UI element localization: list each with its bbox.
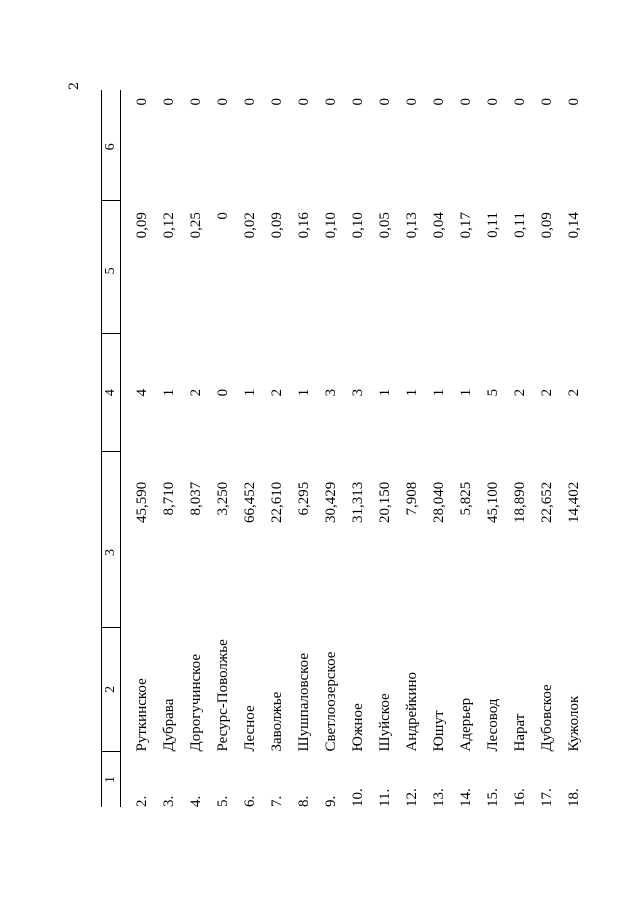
row-number: 13.: [431, 788, 447, 807]
row-number: 14.: [458, 788, 474, 807]
row-value-4: 3: [323, 388, 339, 397]
table-row: [453, 90, 480, 807]
row-name: Светлоозерское: [323, 651, 339, 752]
row-name: Ресурс-Поволжье: [215, 639, 231, 752]
row-value-5: 0,14: [566, 212, 582, 239]
row-value-6: 0: [377, 98, 393, 106]
row-value-5: 0,25: [188, 212, 204, 239]
row-name: Лесовод: [485, 698, 501, 752]
table-row: [372, 90, 399, 807]
row-value-4: 1: [404, 388, 420, 397]
row-value-5: 0,13: [404, 212, 420, 239]
col-header-3: 3: [102, 452, 121, 628]
row-value-4: 1: [242, 388, 258, 397]
row-value-3: 45,590: [134, 481, 150, 523]
row-name: Нарат: [512, 713, 528, 752]
row-value-3: 3,250: [215, 481, 231, 516]
row-name: Дубовское: [539, 684, 555, 752]
row-value-6: 0: [404, 98, 420, 106]
row-value-3: 6,295: [296, 481, 312, 516]
row-name: Шуйское: [377, 693, 393, 752]
row-value-4: 2: [188, 388, 204, 397]
row-value-6: 0: [161, 98, 177, 106]
table-row: [534, 90, 561, 807]
row-number: 15.: [485, 788, 501, 807]
row-value-5: 0: [215, 212, 231, 220]
row-name: Шушпаловское: [296, 653, 312, 752]
row-name: Руткинское: [134, 678, 150, 752]
row-value-6: 0: [188, 98, 204, 106]
col-header-5: 5: [102, 200, 121, 333]
table-row: [237, 90, 264, 807]
row-value-5: 0,04: [431, 212, 447, 239]
row-value-3: 14,402: [566, 481, 582, 523]
row-value-5: 0,09: [269, 212, 285, 239]
row-value-3: 8,710: [161, 481, 177, 516]
row-value-3: 28,040: [431, 481, 447, 523]
row-value-5: 0,02: [242, 212, 258, 239]
table-row: [507, 90, 534, 807]
row-value-6: 0: [458, 98, 474, 106]
row-value-5: 0,10: [323, 212, 339, 239]
row-value-6: 0: [512, 98, 528, 106]
row-value-4: 2: [566, 388, 582, 397]
table-row: [121, 90, 157, 807]
row-value-5: 0,09: [539, 212, 555, 239]
col-header-4: 4: [102, 334, 121, 452]
table-row: [264, 90, 291, 807]
row-value-5: 0,11: [485, 212, 501, 238]
row-value-4: 0: [215, 388, 231, 397]
row-number: 4.: [188, 795, 204, 807]
table-row: [210, 90, 237, 807]
row-number: 11.: [377, 788, 393, 807]
row-value-6: 0: [296, 98, 312, 106]
row-value-3: 22,610: [269, 481, 285, 523]
page-number: 2: [67, 81, 82, 91]
row-number: 3.: [161, 795, 177, 807]
table-row: [399, 90, 426, 807]
row-value-4: 1: [377, 388, 393, 397]
row-value-4: 3: [350, 388, 366, 397]
table-row: [480, 90, 507, 807]
table-row: [426, 90, 453, 807]
table-header-row: [102, 90, 121, 807]
row-value-6: 0: [323, 98, 339, 106]
row-value-6: 0: [485, 98, 501, 106]
row-value-5: 0,10: [350, 212, 366, 239]
row-name: Заволжье: [269, 691, 285, 752]
row-value-4: 2: [269, 388, 285, 397]
row-number: 9.: [323, 795, 339, 807]
row-name: Лесное: [242, 705, 258, 752]
table-row: [561, 90, 588, 807]
row-name: Кужолок: [566, 695, 582, 752]
row-value-4: 2: [512, 388, 528, 397]
row-value-4: 1: [431, 388, 447, 397]
row-value-6: 0: [242, 98, 258, 106]
row-value-3: 30,429: [323, 481, 339, 523]
row-number: 10.: [350, 788, 366, 807]
table-row: [291, 90, 318, 807]
row-number: 5.: [215, 795, 231, 807]
row-value-6: 0: [431, 98, 447, 106]
row-name: Андрейкино: [404, 671, 420, 752]
row-name: Южное: [350, 703, 366, 752]
table-row: [345, 90, 372, 807]
row-number: 16.: [512, 788, 528, 807]
row-value-3: 7,908: [404, 481, 420, 516]
row-value-5: 0,05: [377, 212, 393, 239]
row-value-3: 20,150: [377, 481, 393, 523]
row-name: Дорогучинское: [188, 654, 204, 752]
row-value-3: 22,652: [539, 481, 555, 523]
col-header-6: 6: [102, 90, 121, 200]
row-value-3: 66,452: [242, 481, 258, 523]
row-value-6: 0: [539, 98, 555, 106]
row-value-5: 0,11: [512, 212, 528, 238]
row-number: 2.: [134, 795, 150, 807]
row-value-4: 1: [161, 388, 177, 397]
table-row: [156, 90, 183, 807]
row-value-6: 0: [134, 98, 150, 106]
row-name: Юшут: [431, 710, 447, 752]
row-number: 7.: [269, 795, 285, 807]
row-value-3: 5,825: [458, 481, 474, 516]
row-value-6: 0: [566, 98, 582, 106]
row-number: 17.: [539, 788, 555, 807]
data-table: [101, 90, 588, 807]
row-number: 6.: [242, 795, 258, 807]
table-row: [318, 90, 345, 807]
row-value-6: 0: [215, 98, 231, 106]
row-value-5: 0,12: [161, 212, 177, 239]
row-value-4: 1: [296, 388, 312, 397]
row-value-3: 45,100: [485, 481, 501, 523]
row-value-4: 2: [539, 388, 555, 397]
table-body: [121, 90, 589, 807]
row-value-3: 8,037: [188, 481, 204, 516]
table-row: [183, 90, 210, 807]
row-value-5: 0,09: [134, 212, 150, 239]
row-number: 18.: [566, 788, 582, 807]
row-value-5: 0,16: [296, 212, 312, 239]
row-name: Адерьер: [458, 697, 474, 752]
row-name: Дубрава: [161, 698, 177, 752]
row-value-3: 31,313: [350, 481, 366, 523]
row-value-5: 0,17: [458, 212, 474, 239]
col-header-1: 1: [102, 752, 121, 807]
row-value-6: 0: [269, 98, 285, 106]
row-value-4: 5: [485, 388, 501, 397]
col-header-2: 2: [102, 627, 121, 751]
row-value-6: 0: [350, 98, 366, 106]
row-value-4: 1: [458, 388, 474, 397]
row-value-4: 4: [134, 388, 150, 397]
row-number: 8.: [296, 795, 312, 807]
row-value-3: 18,890: [512, 481, 528, 523]
row-number: 12.: [404, 788, 420, 807]
